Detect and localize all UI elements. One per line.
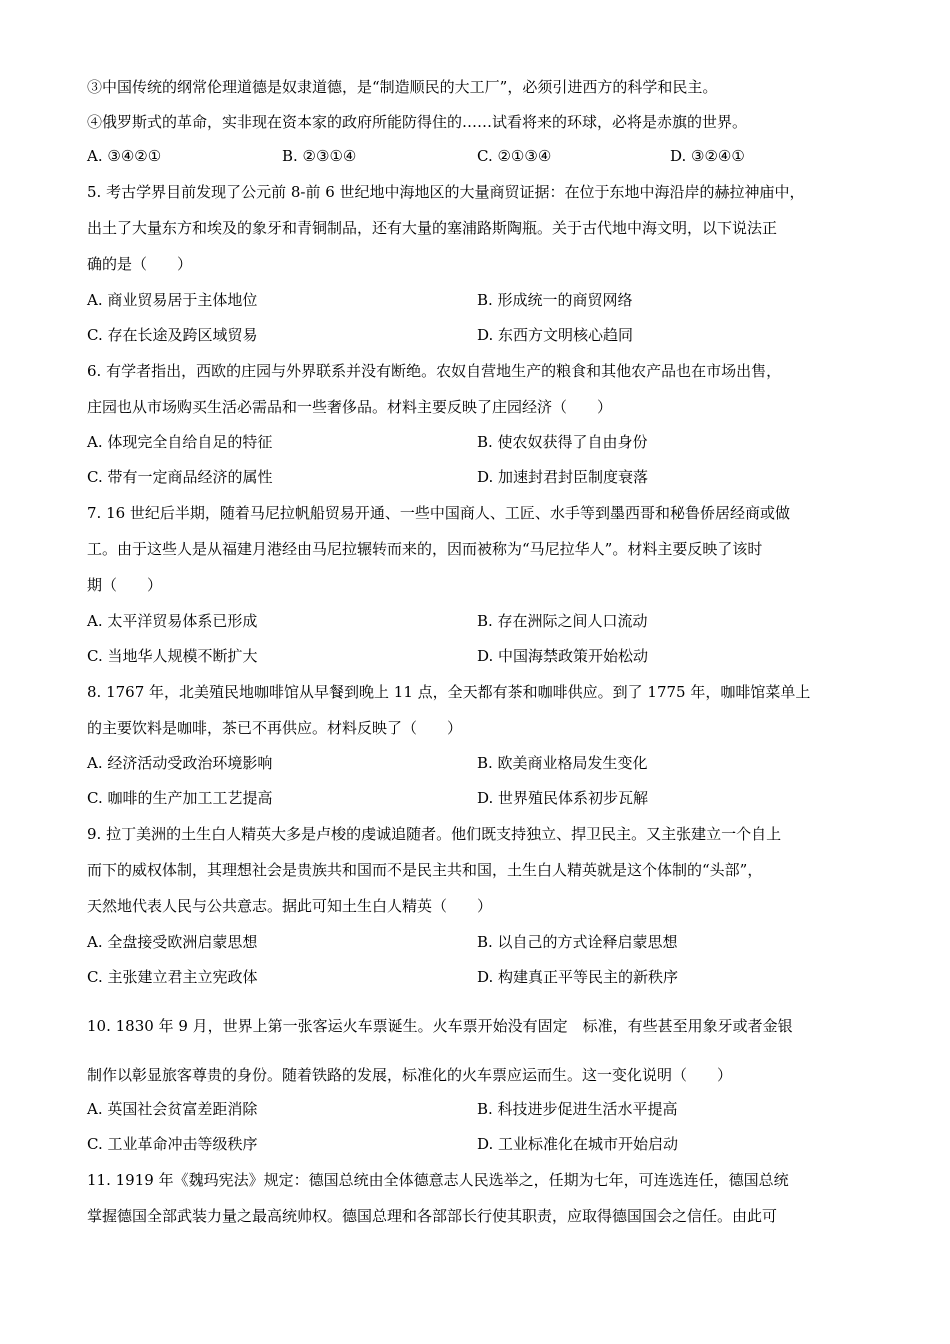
- q7-stem-line-3: 期（ ）: [87, 576, 163, 594]
- q7-stem-line-1: 7. 16 世纪后半期，随着马尼拉帆船贸易开通、一些中国商人、工匠、水手等到墨西哥和秘鲁侨居经商或做: [87, 504, 790, 522]
- q9-option-a: A. 全盘接受欧洲启蒙思想: [87, 933, 258, 951]
- q10-option-c: C. 工业革命冲击等级秩序: [87, 1135, 258, 1153]
- q4-option-b: B. ②③①④: [282, 147, 357, 165]
- q4-option-a: A. ③④②①: [87, 147, 162, 165]
- q6-option-d: D. 加速封君封臣制度衰落: [477, 468, 649, 486]
- q8-stem-line-1: 8. 1767 年，北美殖民地咖啡馆从早餐到晚上 11 点，全天都有茶和咖啡供应。到了 1775 年，咖啡馆菜单上: [87, 683, 811, 701]
- q8-option-a: A. 经济活动受政治环境影响: [87, 754, 273, 772]
- q10-option-b: B. 科技进步促进生活水平提高: [477, 1100, 678, 1118]
- q5-option-b: B. 形成统一的商贸网络: [477, 291, 633, 309]
- q8-stem-line-2: 的主要饮料是咖啡，茶已不再供应。材料反映了（ ）: [87, 719, 463, 737]
- q4-line-4: ④俄罗斯式的革命，实非现在资本家的政府所能防得住的……试看将来的环球，必将是赤旗的世界。: [87, 113, 748, 131]
- q6-stem-line-2: 庄园也从市场购买生活必需品和一些奢侈品。材料主要反映了庄园经济（ ）: [87, 398, 613, 416]
- q9-stem-line-2: 而下的威权体制，其理想社会是贵族共和国而不是民主共和国，土生白人精英就是这个体制的“头部”，: [87, 861, 763, 879]
- q11-stem-line-1: 11. 1919 年《魏玛宪法》规定：德国总统由全体德意志人民选举之，任期为七年，可连选连任，德国总统: [87, 1171, 789, 1189]
- q4-line-3: ③中国传统的纲常伦理道德是奴隶道德，是“制造顺民的大工厂”，必须引进西方的科学和民主。: [87, 78, 718, 96]
- q7-option-b: B. 存在洲际之间人口流动: [477, 612, 648, 630]
- q4-option-d: D. ③②④①: [670, 147, 745, 165]
- q10-option-a: A. 英国社会贫富差距消除: [87, 1100, 258, 1118]
- q5-stem-line-1: 5. 考古学界目前发现了公元前 8-前 6 世纪地中海地区的大量商贸证据：在位于东地中海沿岸的赫拉神庙中，: [87, 183, 805, 201]
- q7-stem-line-2: 工。由于这些人是从福建月港经由马尼拉辗转而来的，因而被称为“马尼拉华人”。材料主要反映了该时: [87, 540, 763, 558]
- q6-option-a: A. 体现完全自给自足的特征: [87, 433, 273, 451]
- q10-option-d: D. 工业标准化在城市开始启动: [477, 1135, 679, 1153]
- q10-stem-line-1: 10. 1830 年 9 月，世界上第一张客运火车票诞生。火车票开始没有固定 标准，有些甚至用象牙或者金银: [87, 1017, 793, 1035]
- q11-stem-line-2: 掌握德国全部武装力量之最高统帅权。德国总理和各部部长行使其职责，应取得德国国会之信任。由此可: [87, 1207, 778, 1225]
- q7-option-a: A. 太平洋贸易体系已形成: [87, 612, 258, 630]
- q9-stem-line-3: 天然地代表人民与公共意志。据此可知土生白人精英（ ）: [87, 897, 493, 915]
- q8-option-c: C. 咖啡的生产加工工艺提高: [87, 789, 273, 807]
- q9-stem-line-1: 9. 拉丁美洲的土生白人精英大多是卢梭的虔诚追随者。他们既支持独立、捍卫民主。又主张建立一个自上: [87, 825, 782, 843]
- q5-option-d: D. 东西方文明核心趋同: [477, 326, 634, 344]
- q9-option-c: C. 主张建立君主立宪政体: [87, 968, 258, 986]
- q5-option-c: C. 存在长途及跨区域贸易: [87, 326, 258, 344]
- q5-option-a: A. 商业贸易居于主体地位: [87, 291, 258, 309]
- q6-stem-line-1: 6. 有学者指出，西欧的庄园与外界联系并没有断绝。农奴自营地生产的粮食和其他农产品也在市场出售，: [87, 362, 782, 380]
- q5-stem-line-2: 出土了大量东方和埃及的象牙和青铜制品，还有大量的塞浦路斯陶瓶。关于古代地中海文明，以下说法正: [87, 219, 778, 237]
- q6-option-b: B. 使农奴获得了自由身份: [477, 433, 648, 451]
- q5-stem-line-3: 确的是（ ）: [87, 255, 193, 273]
- q9-option-d: D. 构建真正平等民主的新秩序: [477, 968, 679, 986]
- q8-option-d: D. 世界殖民体系初步瓦解: [477, 789, 649, 807]
- q4-option-c: C. ②①③④: [477, 147, 552, 165]
- q8-option-b: B. 欧美商业格局发生变化: [477, 754, 648, 772]
- q7-option-c: C. 当地华人规模不断扩大: [87, 647, 258, 665]
- q7-option-d: D. 中国海禁政策开始松动: [477, 647, 649, 665]
- q10-stem-line-2: 制作以彰显旅客尊贵的身份。随着铁路的发展，标准化的火车票应运而生。这一变化说明（ ）: [87, 1066, 733, 1084]
- q9-option-b: B. 以自己的方式诠释启蒙思想: [477, 933, 678, 951]
- q6-option-c: C. 带有一定商品经济的属性: [87, 468, 273, 486]
